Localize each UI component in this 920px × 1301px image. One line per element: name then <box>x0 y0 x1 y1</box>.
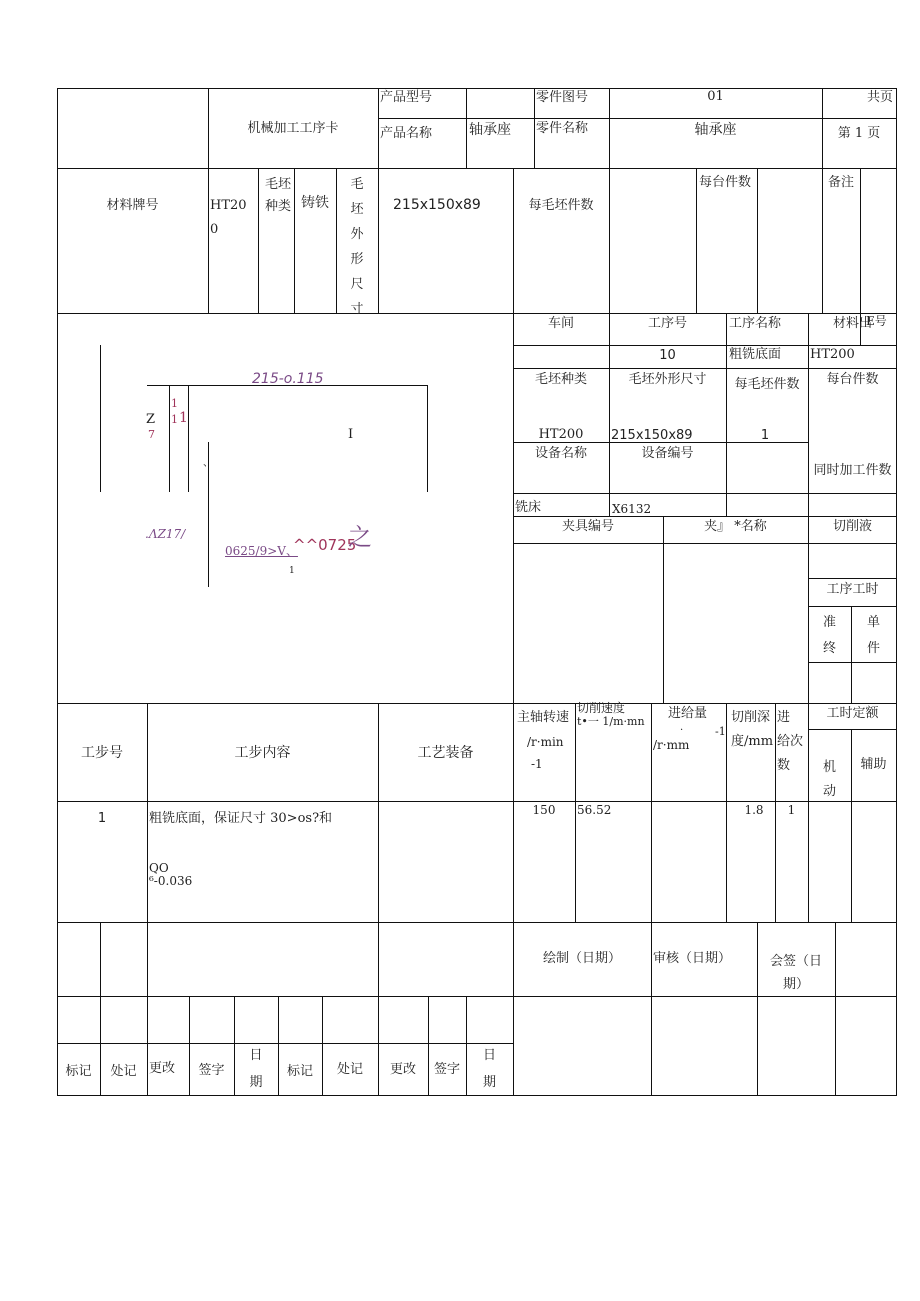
revision-mark: 标记 <box>65 1064 92 1079</box>
machine-header-1: 机 <box>822 760 836 775</box>
bottom-dimension-2: ^^0725 <box>293 536 357 554</box>
op-name-value: 粗铣底面 <box>729 347 782 362</box>
op-name-label: 工序名称 <box>729 316 782 331</box>
step-content-2: QO <box>149 861 169 875</box>
workshop-label: 车间 <box>547 316 574 331</box>
product-model-label: 产品型号 <box>380 90 433 105</box>
step-content-header: 工步内容 <box>234 745 291 761</box>
simul-label: 同时加工件数 <box>813 463 892 478</box>
quota-header: 工时定额 <box>826 706 879 721</box>
bottom-glyph: 之 <box>348 523 372 551</box>
spindle-header-1: 主轴转速 <box>517 710 570 725</box>
step-content-1: 粗铣底面，保证尺寸 30>os?和 <box>149 811 333 826</box>
revision-change: 更改 <box>148 1061 175 1076</box>
equipment-header: 工艺装备 <box>417 745 474 761</box>
op-no-value: 10 <box>659 348 676 363</box>
countersign-label-2: 期） <box>782 977 809 992</box>
aux-header: 辅助 <box>860 757 887 772</box>
part-name-label: 零件名称 <box>536 121 589 136</box>
dimension-mark-a: 1 <box>171 397 178 410</box>
spindle-header-3: -1 <box>531 757 543 771</box>
draw-date-label: 绘制（日期） <box>542 951 621 966</box>
feed-header-2: . <box>680 722 684 733</box>
blank-dims-value: 215x150x89 <box>393 197 481 213</box>
depth-header-1: 切削深 <box>731 710 771 725</box>
material-no-label: 材料出 <box>833 316 873 331</box>
material-grade-value-2: 0 <box>210 222 219 237</box>
countersign-label-1: 会签（日 <box>769 954 822 969</box>
card-title: 机械加工工序卡 <box>247 121 339 136</box>
blank-type-value-2: HT200 <box>538 427 584 442</box>
total-pages-label: 共页 <box>867 90 894 105</box>
sketch-tick: 1 <box>289 566 295 576</box>
part-drawing-no-value: 01 <box>707 89 724 104</box>
bottom-dimension: 0625/9>V、 <box>225 544 298 558</box>
material-grade-value-1: HT20 <box>210 198 247 213</box>
feed-header-1: 进给量 <box>668 706 708 721</box>
step-passes: 1 <box>787 803 796 817</box>
revision-date-2: 期 <box>249 1075 263 1090</box>
blank-dims-value-2: 215x150x89 <box>611 428 693 443</box>
remarks-label: 备注 <box>828 175 855 190</box>
equip-no-value: X6132 <box>612 502 652 516</box>
passes-header-3: 数 <box>777 758 791 773</box>
step-spindle: 150 <box>532 803 556 817</box>
step-content-3: ⁶-0.036 <box>149 874 193 888</box>
material-grade-label: 材料牌号 <box>106 198 159 213</box>
blank-dims-label-2: 毛坯外形尺寸 <box>628 372 707 387</box>
material-no-label-2: E号 <box>866 314 887 328</box>
step-depth: 1.8 <box>744 803 764 817</box>
page-label: 第 1 页 <box>837 126 881 141</box>
revision-mark-2: 标记 <box>286 1064 313 1079</box>
spindle-header-2: /r·min <box>527 735 564 749</box>
part-name-value: 轴承座 <box>694 122 737 138</box>
feed-header-3: -1 <box>715 725 726 738</box>
feed-header-4: /r·mm <box>653 738 690 752</box>
dimension-left-7: 7 <box>148 428 155 441</box>
blank-type-label: 毛坯种类 <box>264 177 291 214</box>
blank-dims-label: 毛坯外形尺寸 <box>350 177 364 317</box>
equip-name-value: 铣床 <box>515 500 542 515</box>
equip-no-label: 设备编号 <box>641 446 694 461</box>
prep-label-2: 终 <box>822 641 836 656</box>
speed-header-2: t•一 1/m·mn <box>577 715 645 728</box>
revision-date2-1: 日 <box>482 1048 496 1063</box>
fixture-no-label: 夹具编号 <box>561 519 614 534</box>
op-no-label: 工序号 <box>647 316 687 331</box>
depth-header-2: 度/mm <box>731 734 774 749</box>
dimension-mark-b: 1 <box>171 413 178 426</box>
angle-label: .ΛZ17/ <box>145 527 186 541</box>
step-speed: 56.52 <box>577 803 612 817</box>
passes-header-1: 进 <box>777 710 791 725</box>
per-unit-label-2: 每台件数 <box>826 372 879 387</box>
step-no-header: 工步号 <box>81 745 123 761</box>
revision-sign-2: 签字 <box>433 1062 460 1077</box>
revision-sign: 签字 <box>198 1063 225 1078</box>
prep-label-1: 准 <box>822 615 836 630</box>
equip-name-label: 设备名称 <box>534 446 587 461</box>
revision-change-2: 更改 <box>389 1062 416 1077</box>
revision-place: 处记 <box>110 1064 137 1079</box>
revision-date2-2: 期 <box>482 1075 496 1090</box>
op-time-label: 工序工时 <box>826 582 879 597</box>
step-no: 1 <box>97 811 107 826</box>
review-date-label: 审核（日期） <box>652 951 731 966</box>
machine-header-2: 动 <box>822 784 836 799</box>
per-blank-label-2: 每毛坯件数 <box>734 377 800 392</box>
unit-label-1: 单 <box>866 615 880 630</box>
fixture-name-label: 夹』 *名称 <box>704 519 767 534</box>
sketch-dot: 、 <box>203 458 213 469</box>
passes-header-2: 给次 <box>777 734 804 749</box>
dimension-mark-right: I <box>348 427 354 442</box>
per-unit-label: 每台件数 <box>699 175 752 190</box>
dimension-mark-c: 1 <box>179 410 188 426</box>
part-drawing-no-label: 零件图号 <box>536 90 589 105</box>
coolant-label: 切削液 <box>832 519 872 534</box>
revision-place-2: 处记 <box>336 1062 363 1077</box>
speed-header-1: 切削速度 <box>577 701 626 715</box>
dimension-top: 215-o.115 <box>252 371 324 387</box>
material-value: HT200 <box>810 347 855 362</box>
per-blank-value-2: 1 <box>760 428 770 443</box>
blank-type-value: 铸铁 <box>301 195 329 211</box>
product-name-value: 轴承座 <box>469 122 511 138</box>
per-blank-label: 每毛坯件数 <box>528 198 594 213</box>
product-name-label: 产品名称 <box>380 126 433 141</box>
unit-label-2: 件 <box>866 641 880 656</box>
dimension-left-z: Z <box>146 412 156 427</box>
blank-type-label-2: 毛坯种类 <box>534 372 587 387</box>
revision-date-1: 日 <box>249 1048 263 1063</box>
